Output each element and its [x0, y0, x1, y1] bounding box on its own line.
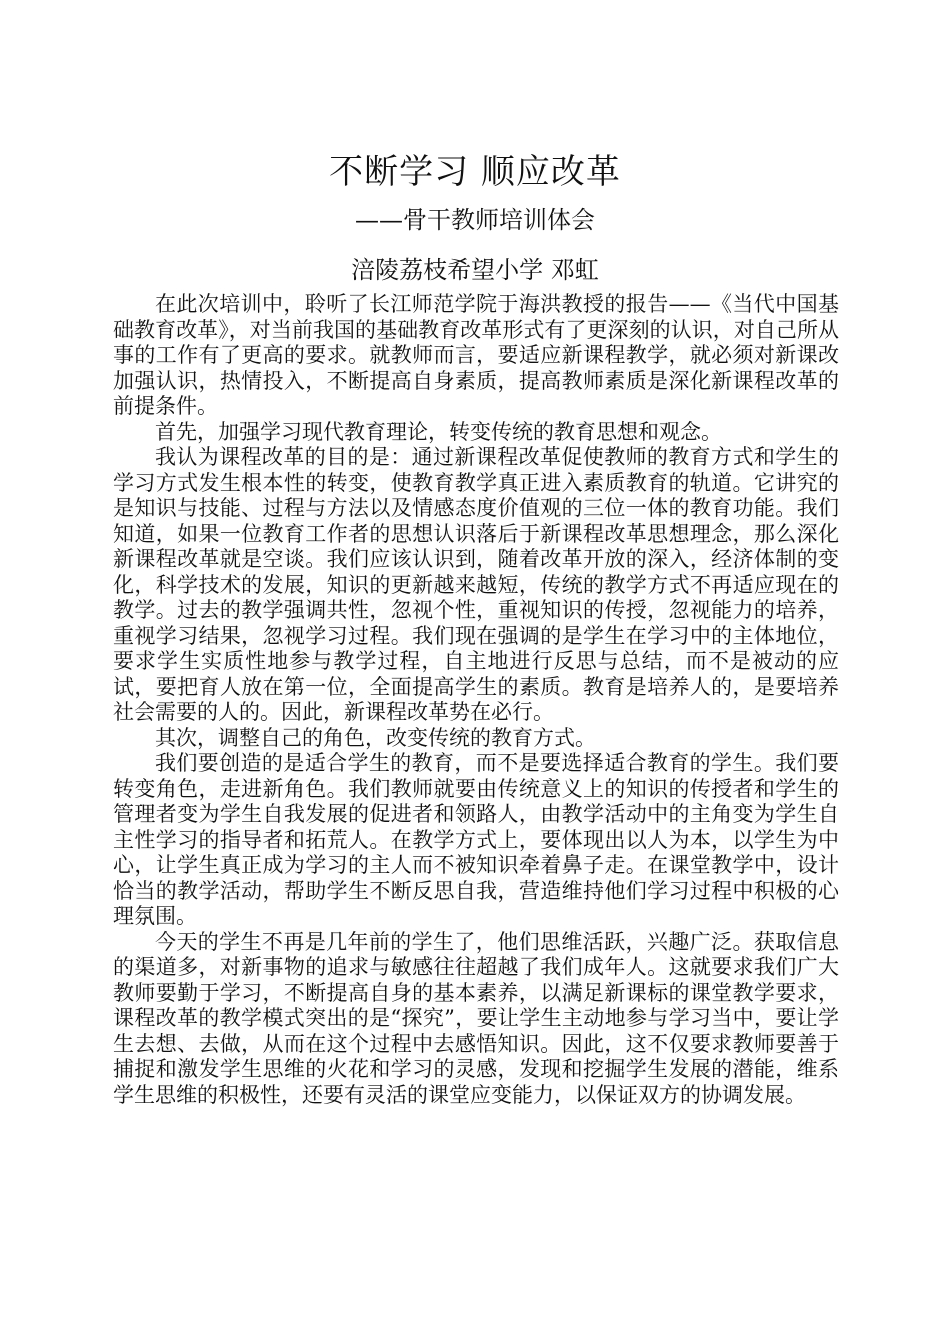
- paragraph-reform-purpose: 我认为课程改革的目的是：通过新课程改革促使教师的教育方式和学生的学习方式发生根本性的转变，使教育教学真正进入素质教育的轨道。它讲究的是知识与技能、过程与方法以及情感态度价值观的三位一体的教育功能。我们知道，如果一位教育工作者的思想认识落后于新课程改革思想理念，那么深化新课程改革就是空谈。我们应该认识到，随着改革开放的深入，经济体制的变化，科学技术的发展，知识的更新越来越短，传统的教学方式不再适应现在的教学。过去的教学强调共性，忽视个性，重视知识的传授，忽视能力的培养，重视学习结果，忽视学习过程。我们现在强调的是学生在学习中的主体地位，要求学生实质性地参与教学过程，自主地进行反思与总结，而不是被动的应试，要把育人放在第一位，全面提高学生的素质。教育是培养人的，是要培养社会需要的人的。因此，新课程改革势在必行。: [113, 445, 839, 724]
- document-subtitle: ——骨干教师培训体会: [355, 206, 595, 234]
- paragraph-intro: 在此次培训中，聆听了长江师范学院于海洪教授的报告——《当代中国基础教育改革》，对当前我国的基础教育改革形式有了更深刻的认识，对自己所从事的工作有了更高的要求。就教师而言，要适应新课程教学，就必须对新课改加强认识，热情投入，不断提高自身素质，提高教师素质是深化新课程改革的前提条件。: [113, 292, 839, 418]
- paragraph-heading-first: 首先，加强学习现代教育理论，转变传统的教育思想和观念。: [155, 419, 722, 444]
- document-body: [113, 292, 839, 1108]
- document-title: 不断学习 顺应改革: [329, 152, 621, 192]
- document-author: 涪陵荔枝希望小学 邓虹: [351, 256, 599, 284]
- paragraph-role-change: 我们要创造的是适合学生的教育，而不是要选择适合教育的学生。我们要转变角色，走进新角色。我们教师就要由传统意义上的知识的传授者和学生的管理者变为学生自我发展的促进者和领路人，由教学活动中的主角变为学生自主性学习的指导者和拓荒人。在教学方式上，要体现出以人为本，以学生为中心，让学生真正成为学习的主人而不被知识牵着鼻子走。在课堂教学中，设计恰当的教学活动，帮助学生不断反思自我，营造维持他们学习过程中积极的心理氛围。: [113, 751, 839, 928]
- paragraph-students-today: 今天的学生不再是几年前的学生了，他们思维活跃，兴趣广泛。获取信息的渠道多，对新事物的追求与敏感往往超越了我们成年人。这就要求我们广大教师要勤于学习，不断提高自身的基本素养，以满足新课标的课堂教学要求，课程改革的教学模式突出的是“探究”，要让学生主动地参与学习当中，要让学生去想、去做，从而在这个过程中去感悟知识。因此，这不仅要求教师要善于捕捉和激发学生思维的火花和学习的灵感，发现和挖掘学生发展的潜能，维系学生思维的积极性，还要有灵活的课堂应变能力，以保证双方的协调发展。: [113, 929, 839, 1107]
- paragraph-heading-second: 其次，调整自己的角色，改变传统的教育方式。: [155, 725, 596, 750]
